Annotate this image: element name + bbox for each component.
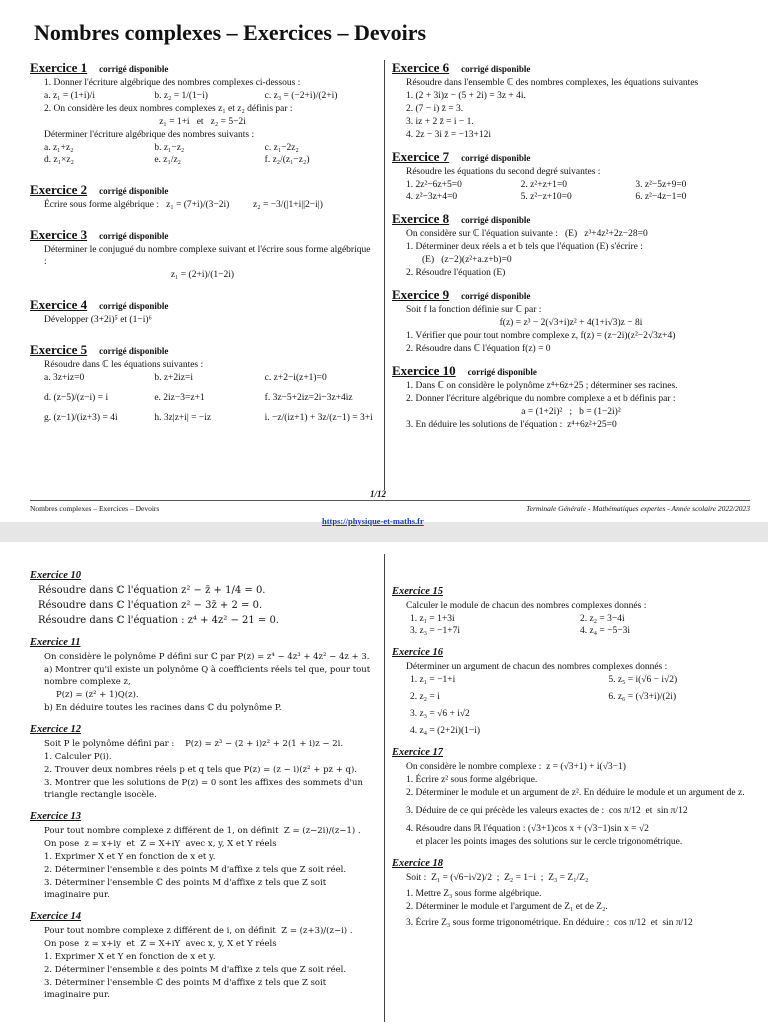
exercise-17	[392, 747, 750, 848]
exercise-15	[392, 586, 750, 637]
exercise-5	[30, 344, 375, 424]
item: c. z₃ = (−2+i)/(2+i)	[264, 91, 338, 101]
column-divider	[384, 554, 385, 1022]
item: g. (z−1)/(iz+3) = 4i	[44, 413, 118, 423]
exercise-items	[410, 674, 750, 737]
corrige-badge[interactable]: corrigé disponible	[461, 291, 531, 301]
item: 4. z²−3z+4=0	[406, 192, 458, 202]
item: e. z₁/z₂	[154, 155, 181, 165]
exercise-line: Pour tout nombre complexe z différent de i, on définit Z = (z+3)/(z−i) .	[44, 926, 353, 936]
item: d. (z−5)/(z−i) = i	[44, 393, 109, 403]
exercise-title: Exercice 13	[30, 811, 82, 822]
exercise-line: Résoudre dans ℂ l'équation z² − z̄ + 1/4 = 0.	[38, 585, 266, 596]
exercise-line: z₁ = 1+i et z₂ = 5−2i	[159, 117, 246, 127]
exercise-line: On considère sur ℂ l'équation suivante : (E) z³+4z²+2z−28=0	[406, 229, 648, 239]
exercise-line: Développer (3+2i)⁵ et (1−i)⁶	[44, 315, 152, 325]
exercise-line: 1. (2 + 3i)z − (5 + 2i) = 3z + 4i.	[406, 91, 526, 101]
exercise-line: 2. Déterminer le module et l'argument de Z₁ et de Z₂.	[406, 902, 608, 912]
left-column	[30, 62, 375, 431]
exercise-line: 2. Trouver deux nombres réels p et q tels que P(z) = (z − i)(z² + pz + q).	[44, 765, 357, 775]
corrige-badge[interactable]: corrigé disponible	[461, 64, 531, 74]
exercise-line: 1. Donner l'écriture algébrique des nombres complexes ci-dessous :	[44, 78, 301, 88]
exercise-6	[392, 62, 750, 141]
exercise-line: Résoudre dans ℂ les équations suivantes :	[44, 360, 204, 370]
item	[608, 725, 750, 737]
item: c. z₁−2z₂	[264, 143, 299, 153]
exercise-line: Déterminer un argument de chacun des nombres complexes donnés :	[406, 662, 668, 672]
exercise-1	[30, 62, 375, 166]
exercise-line: 3. Déterminer l'ensemble ℂ des points M d'affixe z tels que Z soit imaginaire pur.	[44, 978, 329, 1000]
exercise-line: 2. Résoudre l'équation (E)	[406, 268, 506, 278]
item	[608, 708, 750, 720]
exercise-line: Résoudre dans ℂ l'équation : z⁴ + 4z² − 21 = 0.	[38, 615, 280, 626]
exercise-line: (E) (z−2)(z²+a.z+b)=0	[422, 255, 512, 265]
item: 1. 2z²−6z+5=0	[406, 180, 462, 190]
exercise-line: Soit f la fonction définie sur ℂ par :	[406, 305, 542, 315]
item: b. z₁−z₂	[154, 143, 185, 153]
item: 3. z₃ = √6 + i√2	[410, 709, 470, 719]
exercise-line: 1. Dans ℂ on considère le polynôme z⁴+6z+25 ; déterminer ses racines.	[406, 381, 678, 391]
exercise-line: 3. Écrire Z₃ sous forme trigonométrique. En déduire : cos π/12 et sin π/12	[406, 918, 693, 928]
exercise-line: 2. Déterminer l'ensemble ε des points M d'affixe z tels que Z soit réel.	[44, 865, 347, 875]
exercise-line: b) En déduire toutes les racines dans ℂ du polynôme P.	[44, 703, 282, 713]
exercise-line: Pour tout nombre complexe z différent de 1, on définit Z = (z−2i)/(z−1) .	[44, 826, 361, 836]
footer-left: Nombres complexes – Exercices – Devoirs	[30, 504, 160, 513]
exercise-title: Exercice 11	[30, 637, 81, 648]
exercise-line: On pose z = x+iy et Z = X+iY avec x, y, X et Y réels	[44, 939, 277, 949]
item: 1. z₁ = −1+i	[410, 675, 456, 685]
exercise-7	[392, 151, 750, 203]
item: a. 3z+iz=0	[44, 373, 85, 383]
item: e. 2iz−3=z+1	[154, 393, 205, 403]
exercise-line: Soit P le polynôme défini par : P(z) = z³ − (2 + i)z² + 2(1 + i)z − 2i.	[44, 739, 344, 749]
exercise-line: 2. On considère les deux nombres complexes z₁ et z₂ définis par :	[44, 104, 293, 114]
exercise-title: Exercice 14	[30, 911, 82, 922]
exercise-line: 1. Mettre Z₃ sous forme algébrique.	[406, 889, 542, 899]
corrige-badge[interactable]: corrigé disponible	[99, 64, 169, 74]
exercise-line: 1. Déterminer deux réels a et b tels que l'équation (E) s'écrire :	[406, 242, 643, 252]
corrige-badge[interactable]: corrigé disponible	[99, 346, 169, 356]
exercise-line: 1. Exprimer X et Y en fonction de x et y.	[44, 952, 216, 962]
exercise-items	[410, 613, 750, 637]
exercise-13	[30, 811, 375, 901]
exercise-items	[44, 142, 375, 166]
exercise-line: a = (1+2i)² ; b = (1−2i)²	[521, 407, 621, 417]
left-column	[30, 570, 375, 1008]
item: 6. z₆ = (√3+i)/(2i)	[608, 692, 677, 702]
item: h. 3z|z+i| = −iz	[154, 413, 212, 423]
corrige-badge[interactable]: corrigé disponible	[99, 231, 169, 241]
exercise-title: Exercice 6	[392, 60, 450, 75]
corrige-badge[interactable]: corrigé disponible	[99, 301, 169, 311]
item: a. z₁+z₂	[44, 143, 74, 153]
item: 3. z²−5z+9=0	[635, 180, 687, 190]
exercise-line: 1. Exprimer X et Y en fonction de x et y.	[44, 852, 216, 862]
exercise-line: Écrire sous forme algébrique : z₁ = (7+i)/(3−2i) z₂ = −3/(|1+i||2−i|)	[44, 200, 323, 210]
item: d. z₁×z₂	[44, 155, 74, 165]
exercise-line: 4. Résoudre dans ℝ l'équation : (√3+1)cos x + (√3−1)sin x = √2	[406, 824, 649, 834]
exercise-title: Exercice 12	[30, 724, 82, 735]
site-link[interactable]: https://physique-et-maths.fr	[322, 516, 424, 526]
exercise-line: Déterminer le conjugué du nombre complexe suivant et l'écrire sous forme algébrique :	[44, 245, 373, 267]
item: b. z+2iz=i	[154, 373, 194, 383]
exercise-line: z₁ = (2+i)/(1−2i)	[170, 270, 235, 280]
exercise-line: 2. (7 − i) z̄ = 3.	[406, 104, 464, 114]
item: f. 3z−5+2iz=2i−3z+4iz	[264, 393, 353, 403]
item: 2. z₂ = 3−4i	[580, 614, 625, 624]
exercise-title: Exercice 10	[30, 570, 82, 581]
exercise-4	[30, 299, 375, 326]
exercise-line: On considère le nombre complexe : z = (√3+1) + i(√3−1)	[406, 762, 626, 772]
item: 3. z₃ = −1+7i	[410, 626, 460, 636]
exercise-line: Soit : Z₁ = (√6−i√2)/2 ; Z₂ = 1−i ; Z₃ = Z₁/Z₂	[406, 873, 589, 883]
exercise-line: 2. Donner l'écriture algébrique du nombre complexe a et b définis par :	[406, 394, 676, 404]
item: 1. z₁ = 1+3i	[410, 614, 455, 624]
exercise-title: Exercice 1	[30, 60, 88, 75]
exercise-line: Résoudre les équations du second degré suivantes :	[406, 167, 601, 177]
exercise-items	[44, 372, 375, 424]
exercise-line: Résoudre dans ℂ l'équation z² − 3z̄ + 2 = 0.	[38, 600, 263, 611]
item: 2. z₂ = i	[410, 692, 440, 702]
exercise-18	[392, 858, 750, 929]
exercise-title: Exercice 2	[30, 182, 88, 197]
exercise-title: Exercice 4	[30, 297, 88, 312]
corrige-badge[interactable]: corrigé disponible	[461, 215, 531, 225]
exercise-9	[392, 289, 750, 355]
exercise-title: Exercice 17	[392, 747, 444, 758]
exercise-line: 3. En déduire les solutions de l'équation : z⁴+6z²+25=0	[406, 420, 617, 430]
exercise-line: 2. Résoudre dans ℂ l'équation f(z) = 0	[406, 344, 551, 354]
exercise-title: Exercice 3	[30, 227, 88, 242]
exercise-line: Résoudre dans l'ensemble ℂ des nombres complexes, les équations suivantes	[406, 78, 699, 88]
item: 5. z₅ = i(√6 − i√2)	[608, 675, 678, 685]
exercise-line: 3. Montrer que les solutions de P(z) = 0 sont les affixes des sommets d'un triangle rectangle isocèle.	[44, 778, 366, 800]
page-number: 1/12	[370, 489, 387, 499]
exercise-line: P(z) = (z² + 1)Q(z).	[56, 690, 139, 700]
exercise-line: a) Montrer qu'il existe un polynôme Q à coefficients réels tel que, pour tout nombre complexe z,	[44, 665, 373, 687]
exercise-title: Exercice 8	[392, 211, 450, 226]
exercise-10b	[30, 570, 375, 627]
item: 5. z²−z+10=0	[520, 192, 572, 202]
exercise-line: 3. Déterminer l'ensemble ℂ des points M d'affixe z tels que Z soit imaginaire pur.	[44, 878, 329, 900]
exercise-title: Exercice 5	[30, 342, 88, 357]
exercise-line: 1. Calculer P(i).	[44, 752, 112, 762]
exercise-line: On considère le polynôme P défini sur ℂ par P(z) = z⁴ − 4z³ + 4z² − 4z + 3.	[44, 652, 370, 662]
corrige-badge[interactable]: corrigé disponible	[461, 153, 531, 163]
item: a. z₁ = (1+i)/i	[44, 91, 95, 101]
exercise-line: 1. Vérifier que pour tout nombre complexe z, f(z) = (z−2i)(z²−2√3z+4)	[406, 331, 676, 341]
exercise-10	[392, 365, 750, 431]
exercise-line: 1. Écrire z² sous forme algébrique.	[406, 775, 538, 785]
exercise-title: Exercice 9	[392, 287, 450, 302]
exercise-line: 3. iz + 2 z̄ = i − 1.	[406, 117, 474, 127]
item: i. −z/(iz+1) + 3z/(z−1) = 3+i	[264, 413, 373, 423]
item: c. z+2−i(z+1)=0	[264, 373, 327, 383]
exercise-title: Exercice 18	[392, 858, 444, 869]
exercise-line: 2. Déterminer l'ensemble ε des points M d'affixe z tels que Z soit réel.	[44, 965, 347, 975]
exercise-line: On pose z = x+iy et Z = X+iY avec x, y, X et Y réels	[44, 839, 277, 849]
exercise-title: Exercice 10	[392, 363, 456, 378]
page-footer	[30, 489, 750, 526]
item: f. z₂/(z₁−z₂)	[264, 155, 310, 165]
corrige-badge[interactable]: corrigé disponible	[99, 186, 169, 196]
column-divider	[384, 60, 385, 490]
exercise-line: f(z) = z³ − 2(√3+i)z² + 4(1+i√3)z − 8i	[499, 318, 643, 328]
item: b. z₂ = 1/(1−i)	[154, 91, 208, 101]
right-column	[392, 62, 750, 438]
item: 2. z²+z+1=0	[520, 180, 568, 190]
exercise-line: 3. Déduire de ce qui précède les valeurs exactes de : cos π/12 et sin π/12	[406, 806, 688, 816]
exercise-16	[392, 647, 750, 737]
right-column	[392, 586, 750, 936]
exercise-items	[406, 179, 750, 203]
exercise-14	[30, 911, 375, 1001]
exercise-line: Déterminer l'écriture algébrique des nombres suivants :	[44, 130, 255, 140]
item: 6. z²−4z−1=0	[635, 192, 687, 202]
item: 4. z₄ = −5−3i	[580, 626, 630, 636]
page-2	[0, 542, 768, 1024]
exercise-11	[30, 637, 375, 714]
corrige-badge[interactable]: corrigé disponible	[467, 367, 537, 377]
item: 4. z₄ = (2+2i)(1−i)	[410, 726, 481, 736]
exercise-line: 2. Déterminer le module et un argument de z². En déduire le module et un argument de z.	[406, 788, 745, 798]
page-title: Nombres complexes – Exercices – Devoirs	[34, 20, 427, 45]
exercise-line: Calculer le module de chacun des nombres complexes donnés :	[406, 601, 647, 611]
exercise-title: Exercice 15	[392, 586, 444, 597]
exercise-8	[392, 213, 750, 279]
footer-right: Terminale Générale - Mathématiques expertes - Année scolaire 2022/2023	[526, 504, 750, 513]
exercise-line: et placer les points images des solutions sur le cercle trigonométrique.	[416, 837, 683, 847]
exercise-2	[30, 184, 375, 211]
exercise-line: 4. 2z − 3i z̄ = −13+12i	[406, 130, 492, 140]
exercise-title: Exercice 16	[392, 647, 444, 658]
exercise-title: Exercice 7	[392, 149, 450, 164]
exercise-3	[30, 229, 375, 281]
exercise-12	[30, 724, 375, 801]
exercise-items	[44, 90, 375, 102]
